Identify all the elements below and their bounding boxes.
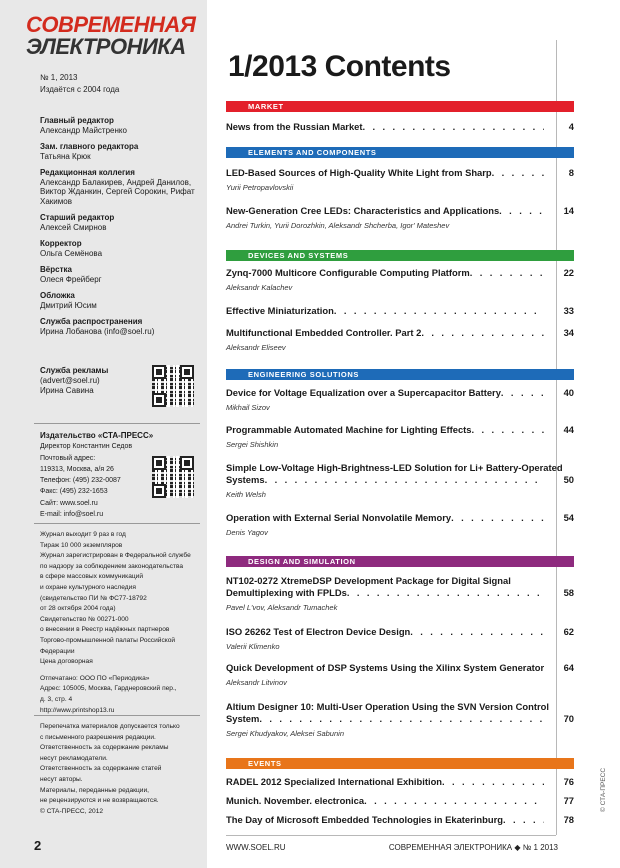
legal-info bbox=[40, 530, 210, 716]
entry-title[interactable]: Multifunctional Embedded Controller. Part 2 bbox=[226, 327, 422, 338]
entry-title[interactable]: LED-Based Sources of High-Quality White Light from Sharp bbox=[226, 167, 492, 178]
legal-line: от 28 октября 2004 года) bbox=[40, 605, 116, 613]
entry-author: Aleksandr Litvinov bbox=[226, 678, 287, 687]
entry-title-line-2[interactable]: Demultiplexing with FPLDs bbox=[226, 587, 347, 598]
entry-page: 70 bbox=[563, 713, 574, 724]
legal-notice bbox=[40, 722, 200, 817]
section-events: EVENTS bbox=[226, 758, 574, 769]
issue-since: Издаётся с 2004 года bbox=[40, 85, 120, 94]
staff-role: Служба распространения bbox=[40, 317, 143, 326]
entry-page: 50 bbox=[563, 474, 574, 485]
publisher-fax: Факс: (495) 232-1653 bbox=[40, 488, 108, 496]
toc-entry[interactable] bbox=[226, 795, 574, 807]
staff-role: Редакционная коллегия bbox=[40, 168, 135, 177]
entry-title-line-2[interactable]: System bbox=[226, 713, 260, 724]
footer-rule bbox=[226, 835, 556, 836]
toc-entry[interactable] bbox=[226, 662, 574, 687]
entry-page: 54 bbox=[563, 512, 574, 523]
entry-author: Aleksandr Eliseev bbox=[226, 343, 286, 352]
entry-page: 14 bbox=[563, 205, 574, 216]
entry-author: Aleksandr Kalachev bbox=[226, 283, 293, 292]
entry-page: 76 bbox=[563, 776, 574, 787]
footer-url[interactable]: WWW.SOEL.RU bbox=[226, 843, 286, 852]
divider bbox=[34, 523, 200, 524]
publisher-phone: Телефон: (495) 232-0087 bbox=[40, 477, 121, 485]
toc-entry[interactable] bbox=[226, 387, 574, 412]
entry-title-line-1[interactable]: Simple Low-Voltage High-Brightness-LED Solution for Li+ Battery-Operated bbox=[226, 462, 563, 473]
issue-number: № 1, 2013 bbox=[40, 73, 78, 82]
toc-entry[interactable] bbox=[226, 776, 574, 788]
entry-title[interactable]: ISO 26262 Test of Electron Device Design bbox=[226, 626, 411, 637]
entry-title[interactable]: Zynq-7000 Multicore Configurable Computing Platform bbox=[226, 267, 470, 278]
toc-entry[interactable] bbox=[226, 462, 574, 499]
ads-name: Ирина Савина bbox=[40, 386, 94, 395]
staff-name: Дмитрий Юсим bbox=[40, 300, 97, 310]
entry-title[interactable]: Device for Voltage Equalization over a Supercapacitor Battery bbox=[226, 387, 501, 398]
entry-page: 22 bbox=[563, 267, 574, 278]
staff-role: Обложка bbox=[40, 291, 75, 300]
entry-title-line-1[interactable]: NT102-0272 XtremeDSP Development Package for Digital Signal bbox=[226, 575, 511, 586]
publisher-director: Директор Константин Седов bbox=[40, 443, 133, 451]
legal-line: Тираж 10 000 экземпляров bbox=[40, 541, 123, 549]
staff-role: Главный редактор bbox=[40, 116, 114, 125]
legal-line: Журнал выходит 9 раз в год bbox=[40, 531, 126, 538]
entry-title[interactable]: The Day of Microsoft Embedded Technologies in Ekaterinburg bbox=[226, 814, 503, 825]
staff-block bbox=[40, 291, 200, 310]
toc-entry[interactable] bbox=[226, 121, 574, 133]
section-devices: DEVICES AND SYSTEMS bbox=[226, 250, 574, 261]
entry-title[interactable]: Quick Development of DSP Systems Using the Xilinx System Generator bbox=[226, 662, 545, 673]
staff-block bbox=[40, 213, 200, 232]
toc-entry[interactable] bbox=[226, 575, 574, 612]
toc-entry[interactable] bbox=[226, 167, 574, 192]
staff-name: Ольга Семёнова bbox=[40, 248, 103, 258]
entry-author: Andrei Turkin, Yurii Dorozhkin, Aleksandr Shcherba, Igor' Mateshev bbox=[226, 221, 450, 230]
entry-page: 4 bbox=[568, 121, 574, 132]
entry-title[interactable]: New-Generation Cree LEDs: Characteristics and Applications bbox=[226, 205, 500, 216]
toc-entry[interactable] bbox=[226, 512, 574, 537]
legal-line: Отпечатано: ООО ПО «Периодика» bbox=[40, 674, 150, 682]
entry-author: Keith Welsh bbox=[226, 490, 266, 499]
section-elements: ELEMENTS AND COMPONENTS bbox=[226, 147, 574, 158]
section-market: MARKET bbox=[226, 101, 574, 112]
magazine-logo bbox=[26, 14, 198, 58]
entry-page: 78 bbox=[563, 814, 574, 825]
entry-page: 77 bbox=[563, 795, 574, 806]
legal-line: по надзору за соблюдением законодательства bbox=[40, 562, 184, 570]
legal-line: Свидетельство № 00271-000 bbox=[40, 615, 129, 623]
section-engineering: ENGINEERING SOLUTIONS bbox=[226, 369, 574, 380]
entry-title[interactable]: Effective Miniaturization bbox=[226, 305, 334, 316]
section-design: DESIGN AND SIMULATION bbox=[226, 556, 574, 567]
publisher-postal: 119313, Москва, а/я 26 bbox=[40, 465, 114, 473]
staff-block bbox=[40, 168, 200, 206]
staff-name: Алексей Смирнов bbox=[40, 222, 107, 232]
qr-code-icon bbox=[152, 456, 194, 498]
qr-code-icon bbox=[152, 365, 194, 407]
legal-line: в сфере массовых коммуникаций bbox=[40, 573, 144, 581]
entry-author: Sergei Shishkin bbox=[226, 440, 279, 449]
entry-page: 64 bbox=[563, 662, 574, 673]
toc-entry[interactable] bbox=[226, 701, 574, 738]
legal-line: Ответственность за содержание статей bbox=[40, 765, 162, 773]
entry-author: Denis Yagov bbox=[226, 528, 268, 537]
entry-page: 40 bbox=[563, 387, 574, 398]
entry-page: 8 bbox=[568, 167, 574, 178]
legal-line: Адрес: 105005, Москва, Гарднеровский пер., bbox=[40, 685, 177, 693]
staff-block bbox=[40, 265, 200, 284]
legal-line: © СТА-ПРЕСС, 2012 bbox=[40, 807, 104, 815]
entry-author: Pavel L'vov, Aleksandr Tumachek bbox=[226, 603, 338, 612]
legal-line: Журнал зарегистрирован в Федеральной службе bbox=[40, 552, 191, 560]
entry-author: Yurii Petropavlovskii bbox=[226, 183, 294, 192]
legal-line: и охране культурного наследия bbox=[40, 583, 136, 591]
entry-title[interactable]: Programmable Automated Machine for Lighting Effects bbox=[226, 424, 472, 435]
publisher-name: Издательство «СТА-ПРЕСС» bbox=[40, 431, 154, 440]
publisher-email[interactable]: E-mail: info@soel.ru bbox=[40, 511, 104, 519]
entry-title-line-2[interactable]: Systems bbox=[226, 474, 265, 485]
entry-page: 58 bbox=[563, 587, 574, 598]
publisher-site[interactable]: Сайт: www.soel.ru bbox=[40, 499, 98, 507]
legal-line: несут авторы. bbox=[40, 775, 83, 783]
toc-entry[interactable] bbox=[226, 305, 574, 317]
logo-line-2: ЭЛЕКТРОНИКА bbox=[26, 34, 186, 59]
staff-list bbox=[40, 116, 200, 343]
staff-role: Зам. главного редактора bbox=[40, 142, 139, 151]
staff-name: Ирина Лобанова (info@soel.ru) bbox=[40, 326, 155, 336]
entry-author: Valerii Klimenko bbox=[226, 642, 280, 651]
staff-role: Вёрстка bbox=[40, 265, 72, 274]
entry-page: 33 bbox=[563, 305, 574, 316]
legal-line: несут рекламодатели. bbox=[40, 754, 108, 762]
legal-line: с письменного разрешения редакции. bbox=[40, 733, 156, 741]
toc-entry[interactable] bbox=[226, 814, 574, 826]
divider bbox=[34, 715, 200, 716]
staff-block bbox=[40, 239, 200, 258]
entry-author: Sergei Khudyakov, Aleksei Sabunin bbox=[226, 729, 344, 738]
entry-author: Mikhail Sizov bbox=[226, 403, 270, 412]
entry-page: 62 bbox=[563, 626, 574, 637]
footer-magazine: СОВРЕМЕННАЯ ЭЛЕКТРОНИКА ◆ № 1 2013 bbox=[388, 843, 558, 852]
entry-title-line-1[interactable]: Altium Designer 10: Multi-User Operation Using the SVN Version Control bbox=[226, 701, 549, 712]
ads-service bbox=[40, 366, 108, 396]
page-number: 2 bbox=[34, 838, 42, 853]
entry-title[interactable]: RADEL 2012 Specialized International Exhibition bbox=[226, 776, 443, 787]
toc-entry[interactable] bbox=[226, 424, 574, 449]
staff-name: Александр Майстренко bbox=[40, 125, 127, 135]
sidebar bbox=[0, 0, 207, 868]
legal-line: Перепечатка материалов допускается только bbox=[40, 723, 180, 730]
entry-title[interactable]: Operation with External Serial Nonvolatile Memory bbox=[226, 512, 452, 523]
entry-title[interactable]: Munich. November. electronica bbox=[226, 795, 365, 806]
staff-name: Александр Балакирев, Андрей Данилов, Виктор Жданкин, Сергей Сорокин, Рифат Хакимов bbox=[40, 177, 195, 206]
legal-line: Цена договорная bbox=[40, 658, 93, 666]
legal-line: Торгово-промышленной палаты Российской Федерации bbox=[40, 636, 176, 655]
page-title: 1/2013 Contents bbox=[228, 50, 451, 83]
staff-name: Олеся Фрейберг bbox=[40, 274, 102, 284]
publisher-postal-label: Почтовый адрес: bbox=[40, 454, 96, 462]
toc-entry[interactable] bbox=[226, 205, 574, 230]
legal-line: не рецензируются и не возвращаются. bbox=[40, 797, 159, 805]
toc-entry[interactable] bbox=[226, 267, 574, 292]
staff-block bbox=[40, 142, 200, 161]
staff-block bbox=[40, 116, 200, 135]
legal-line: Ответственность за содержание рекламы bbox=[40, 744, 169, 752]
entry-title[interactable]: News from the Russian Market bbox=[226, 121, 363, 132]
ads-role: Служба рекламы bbox=[40, 366, 109, 375]
issue-info bbox=[40, 72, 119, 96]
staff-role: Старший редактор bbox=[40, 213, 115, 222]
legal-line: д. 3, стр. 4 bbox=[40, 695, 73, 703]
ads-email[interactable]: (advert@soel.ru) bbox=[40, 376, 100, 385]
staff-name: Татьяна Крюк bbox=[40, 151, 91, 161]
entry-page: 34 bbox=[563, 327, 574, 338]
logo-line-1: СОВРЕМЕННАЯ bbox=[26, 12, 196, 37]
staff-block bbox=[40, 317, 200, 336]
entry-page: 44 bbox=[563, 424, 574, 435]
legal-line: http://www.printshop13.ru bbox=[40, 706, 115, 714]
divider bbox=[34, 423, 200, 424]
toc-entry[interactable] bbox=[226, 327, 574, 352]
legal-line: (свидетельство ПИ № ФС77-18792 bbox=[40, 594, 147, 602]
staff-role: Корректор bbox=[40, 239, 82, 248]
toc-entry[interactable] bbox=[226, 626, 574, 651]
legal-line: о внесении в Реестр надёжных партнеров bbox=[40, 626, 170, 634]
side-copyright: © СТА-ПРЕСС bbox=[600, 767, 607, 812]
legal-line: Материалы, переданные редакции, bbox=[40, 786, 149, 794]
